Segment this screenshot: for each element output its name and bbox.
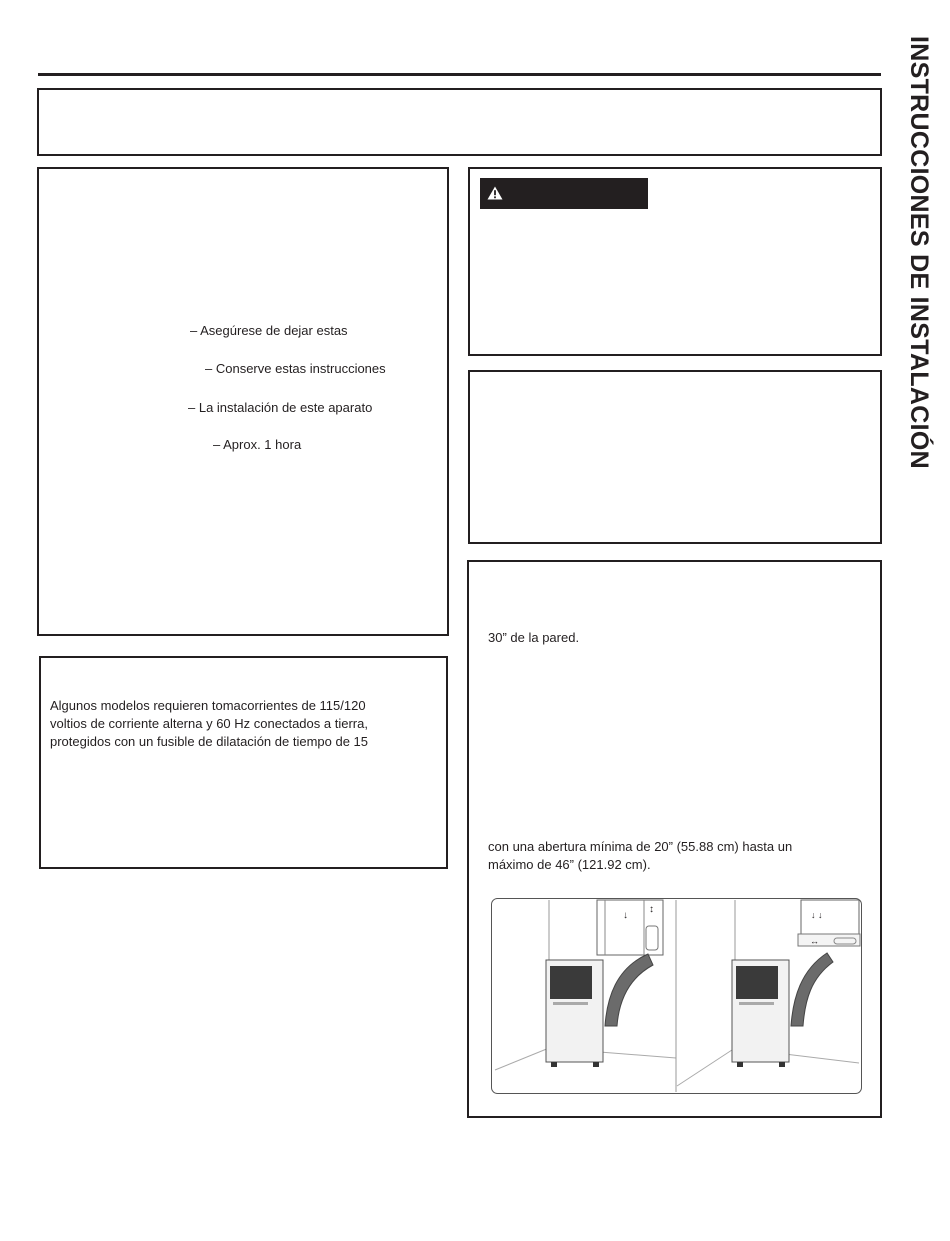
electrical-box	[39, 656, 448, 869]
section-title: INSTRUCCIONES DE INSTALACIÓN	[905, 36, 933, 469]
warning-label-bar	[480, 178, 648, 209]
installation-illustration	[491, 898, 862, 1094]
prep-line-4: – Aprox. 1 hora	[213, 437, 302, 452]
electrical-line-2: voltios de corriente alterna y 60 Hz conectados a tierra,	[50, 716, 368, 731]
svg-text:↕: ↕	[649, 904, 654, 915]
preparation-box	[37, 167, 449, 636]
svg-text:↓ ↓: ↓ ↓	[811, 910, 823, 920]
prep-line-2: – Conserve estas instrucciones	[205, 361, 386, 376]
location-line-2: con una abertura mínima de 20” (55.88 cm) hasta un	[488, 839, 793, 854]
warning-triangle-icon	[487, 186, 503, 200]
electrical-line-3: protegidos con un fusible de dilatación de tiempo de 15	[50, 734, 368, 749]
header-box	[37, 88, 882, 156]
prep-line-1: – Asegúrese de dejar estas	[190, 323, 348, 338]
svg-text:↔: ↔	[810, 936, 819, 946]
tools-box	[468, 370, 882, 544]
electrical-line-1: Algunos modelos requieren tomacorrientes de 115/120	[50, 698, 366, 713]
svg-text:↓: ↓	[623, 910, 628, 921]
location-line-1: 30” de la pared.	[488, 630, 580, 645]
location-line-3: máximo de 46” (121.92 cm).	[488, 857, 651, 872]
prep-line-3: – La instalación de este aparato	[188, 400, 373, 415]
header-rule	[38, 73, 881, 76]
